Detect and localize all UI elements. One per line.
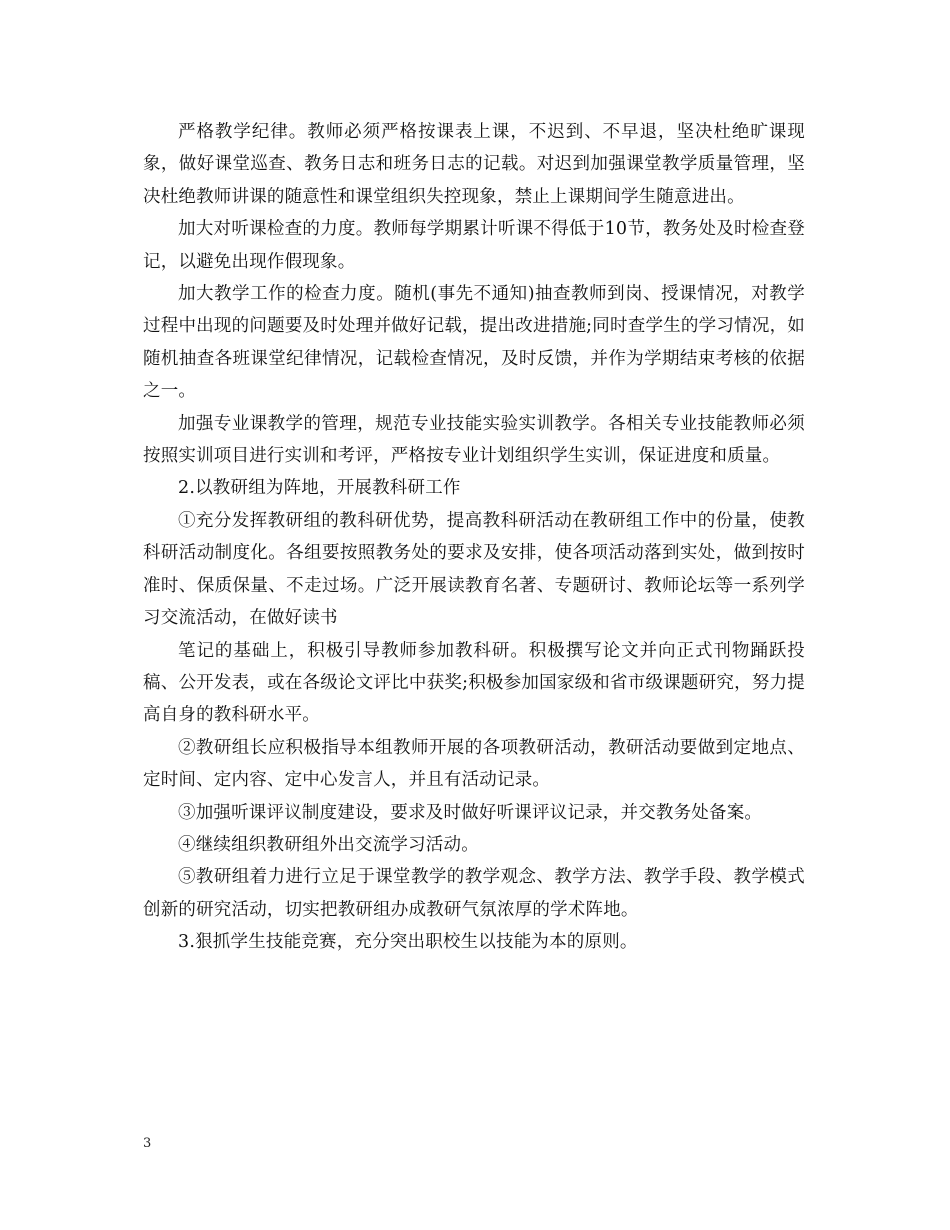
document-body [143, 116, 805, 959]
paragraph-research-item-1-continued: 笔记的基础上，积极引导教师参加教科研。积极撰写论文并向正式刊物踊跃投稿、公开发表，或在各级论文评比中获奖;积极参加国家级和省市级课题研究，努力提高自身的教科研水平。 [143, 640, 805, 726]
paragraph-research-item-4: ④继续组织教研组外出交流学习活动。 [178, 834, 479, 855]
paragraph-research-item-2: ②教研组长应积极指导本组教师开展的各项教研活动，教研活动要做到定地点、定时间、定内容、定中心发言人，并且有活动记录。 [143, 737, 805, 791]
paragraph-professional-courses: 加强专业课教学的管理，规范专业技能实验实训教学。各相关专业技能教师必须按照实训项目进行实训和考评，严格按专业计划组织学生实训，保证进度和质量。 [143, 413, 805, 467]
paragraph-lesson-observation: 加大对听课检查的力度。教师每学期累计听课不得低于10节，教务处及时检查登记，以避免出现作假现象。 [143, 219, 805, 272]
paragraph-research-item-1: ①充分发挥教研组的教科研优势，提高教科研活动在教研组工作中的份量，使教科研活动制度化。各组要按照教务处的要求及安排，使各项活动落到实处，做到按时准时、保质保量、不走过场。广泛开展读教育名著、专题研讨、教师论坛等一系列学习交流活动，在做好读书 [143, 510, 805, 629]
paragraph-teaching-inspection: 加大教学工作的检查力度。随机(事先不通知)抽查教师到岗、授课情况，对教学过程中出现的问题要及时处理并做好记载，提出改进措施;同时查学生的学习情况，如随机抽查各班课堂纪律情况，记载检查情况，及时反馈，并作为学期结束考核的依据之一。 [143, 284, 805, 402]
section-heading-teaching-research: 2.以教研组为阵地，开展教科研工作 [178, 478, 461, 499]
section-heading-skill-competition: 3.狠抓学生技能竞赛，充分突出职校生以技能为本的原则。 [178, 932, 638, 953]
paragraph-discipline: 严格教学纪律。教师必须严格按课表上课，不迟到、不早退，坚决杜绝旷课现象，做好课堂巡查、教务日志和班务日志的记载。对迟到加强课堂教学质量管理，坚决杜绝教师讲课的随意性和课堂组织失控现象，禁止上课期间学生随意进出。 [143, 122, 805, 207]
paragraph-research-item-5: ⑤教研组着力进行立足于课堂教学的教学观念、教学方法、教学手段、教学模式创新的研究活动，切实把教研组办成教研气氛浓厚的学术阵地。 [143, 867, 805, 920]
paragraph-research-item-3: ③加强听课评议制度建设，要求及时做好听课评议记录，并交教务处备案。 [178, 802, 763, 823]
page-number: 3 [143, 1136, 152, 1151]
